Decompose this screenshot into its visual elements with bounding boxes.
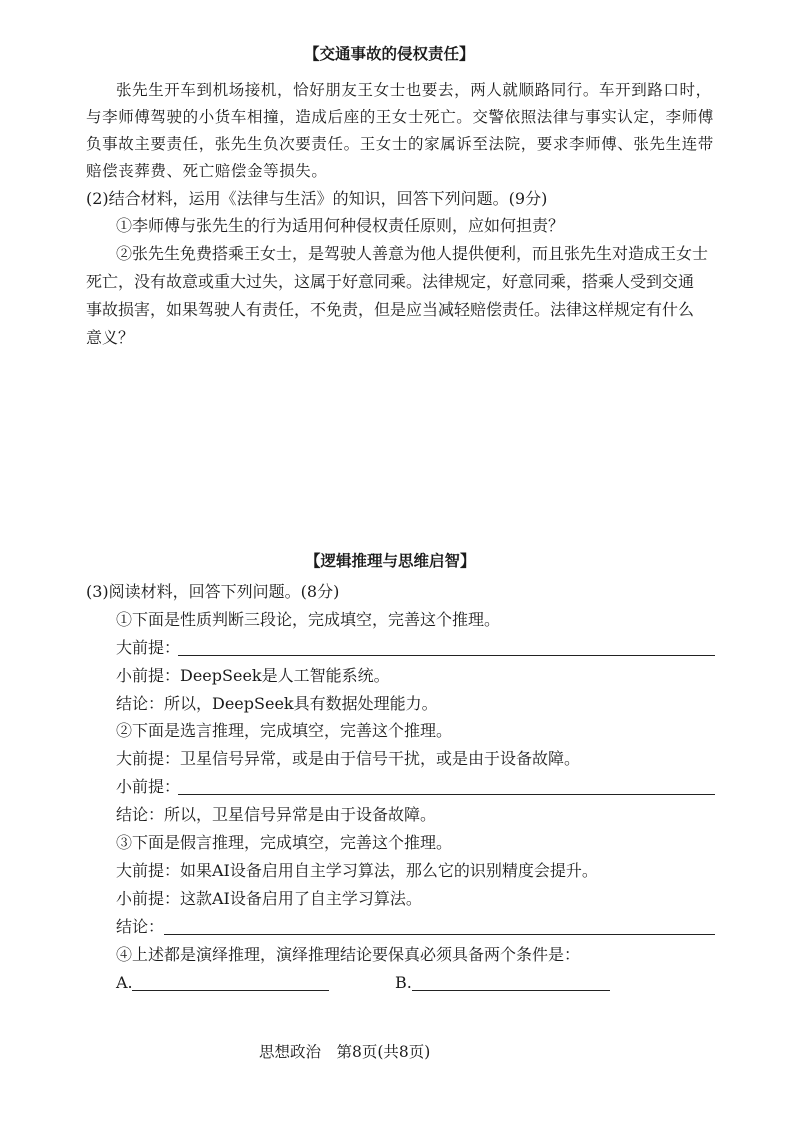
question-2-sub2-line: 事故损害，如果驾驶人有责任，不免责，但是应当减轻赔偿责任。法律这样规定有什么 xyxy=(86,300,695,319)
q3-sub3-intro: ③下面是假言推理，完成填空，完善这个推理。 xyxy=(116,833,453,852)
section-title-traffic: 【交通事故的侵权责任】 xyxy=(304,45,475,63)
answer-blank-minor-premise[interactable] xyxy=(178,794,715,795)
answer-blank-major-premise[interactable] xyxy=(178,655,715,656)
q3-sub1-conclusion: 结论：所以，DeepSeek具有数据处理能力。 xyxy=(116,694,438,713)
material-line: 赔偿丧葬费、死亡赔偿金等损失。 xyxy=(86,162,328,180)
page-footer: 思想政治 第8页(共8页) xyxy=(259,1043,431,1061)
question-2-sub2-line: 意义？ xyxy=(86,328,135,347)
answer-blank-condition-b[interactable] xyxy=(412,990,610,991)
answer-blank-condition-a[interactable] xyxy=(132,990,329,991)
q3-sub1-intro: ①下面是性质判断三段论，完成填空，完善这个推理。 xyxy=(116,610,501,629)
q3-sub4-intro: ④上述都是演绎推理，演绎推理结论要保真必须具备两个条件是： xyxy=(116,945,581,964)
q3-sub1-major-label: 大前提： xyxy=(116,638,181,657)
q3-sub4-option-a-label: A. xyxy=(116,973,133,992)
question-2-sub1: ①李师傅与张先生的行为适用何种侵权责任原则，应如何担责？ xyxy=(116,216,565,235)
q3-sub1-minor: 小前提：DeepSeek是人工智能系统。 xyxy=(116,666,390,685)
section-title-logic: 【逻辑推理与思维启智】 xyxy=(305,552,476,570)
question-2-sub2-line: ②张先生免费搭乘王女士，是驾驶人善意为他人提供便利，而且张先生对造成王女士 xyxy=(116,244,709,263)
material-line: 与李师傅驾驶的小货车相撞，造成后座的王女士死亡。交警依照法律与事实认定，李师傅 xyxy=(86,108,714,126)
q3-sub3-conclusion-label: 结论： xyxy=(116,917,165,936)
q3-sub3-major: 大前提：如果AI设备启用自主学习算法，那么它的识别精度会提升。 xyxy=(116,861,598,880)
question-2-intro: (2)结合材料，运用《法律与生活》的知识，回答下列问题。(9分) xyxy=(86,189,548,208)
q3-sub2-minor-label: 小前提： xyxy=(116,777,181,796)
material-line: 张先生开车到机场接机，恰好朋友王女士也要去，两人就顺路同行。车开到路口时， xyxy=(116,81,712,99)
q3-sub2-major: 大前提：卫星信号异常，或是由于信号干扰，或是由于设备故障。 xyxy=(116,749,581,768)
material-line: 负事故主要责任，张先生负次要责任。王女士的家属诉至法院，要求李师傅、张先生连带 xyxy=(86,135,714,153)
q3-sub2-conclusion: 结论：所以，卫星信号异常是由于设备故障。 xyxy=(116,805,437,824)
question-3-intro: (3)阅读材料，回答下列问题。(8分) xyxy=(86,582,340,601)
q3-sub3-minor: 小前提：这款AI设备启用了自主学习算法。 xyxy=(116,889,422,908)
q3-sub4-option-b-label: B. xyxy=(395,973,412,992)
q3-sub2-intro: ②下面是选言推理，完成填空，完善这个推理。 xyxy=(116,721,453,740)
answer-blank-conclusion[interactable] xyxy=(164,934,715,935)
question-2-sub2-line: 死亡，没有故意或重大过失，这属于好意同乘。法律规定，好意同乘，搭乘人受到交通 xyxy=(86,272,695,291)
